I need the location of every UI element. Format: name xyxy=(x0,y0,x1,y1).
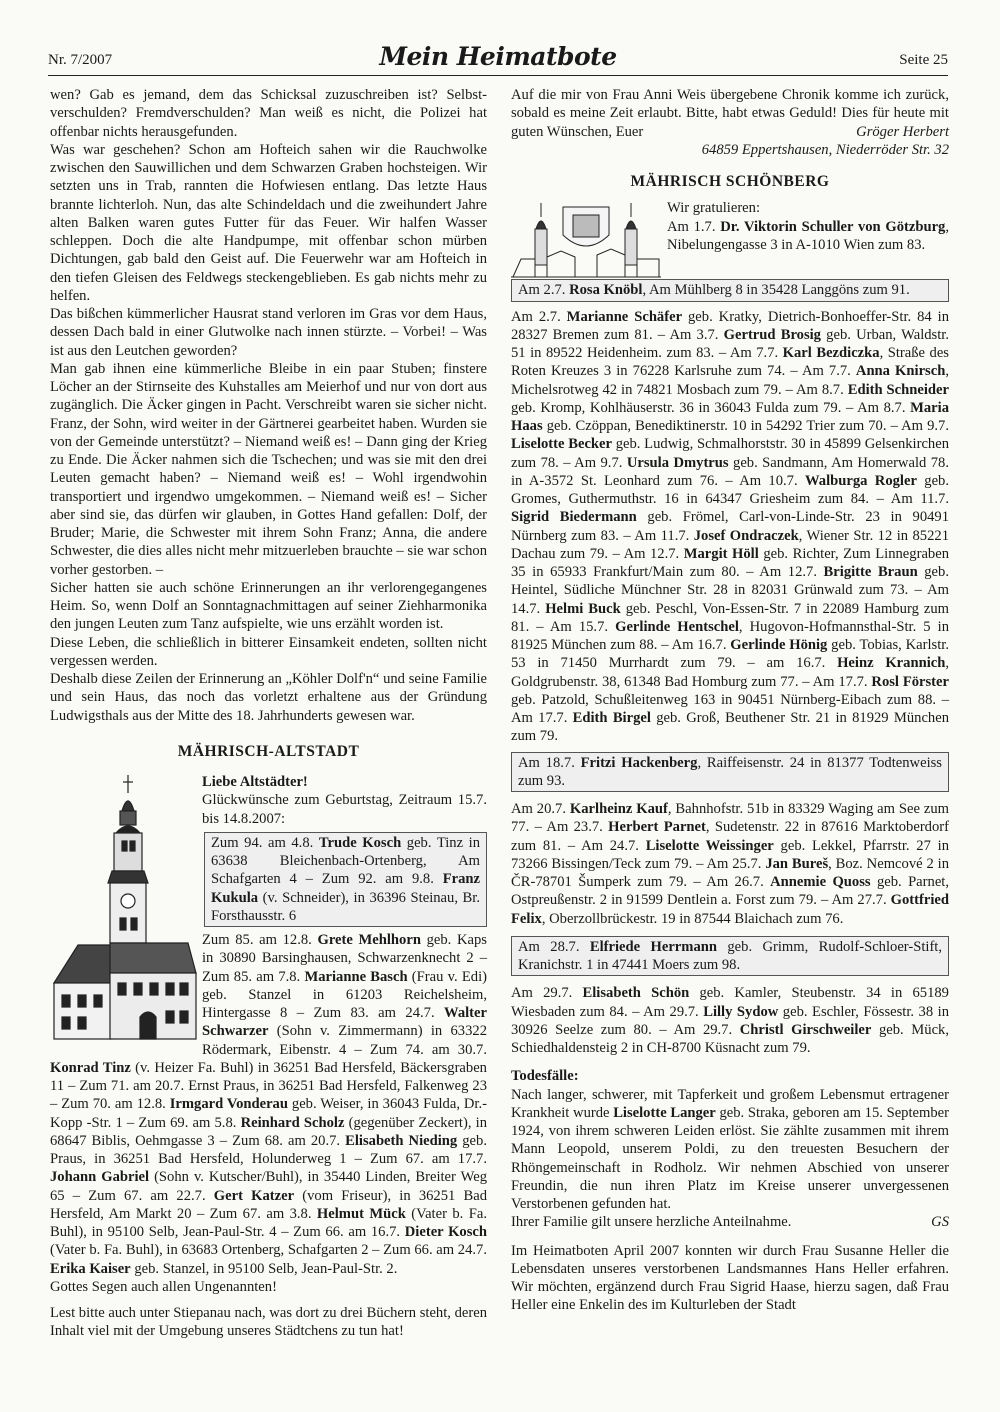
birthday-list-schoenberg-2: Am 20.7. Karlheinz Kauf, Bahnhofstr. 51b in 83329 Waging am See zum 77. – Am 23.7. Herbert Parnet, Sudetenstr. 22 in 87616 Marktoberdorf zum 81. – Am 24.7. Liselotte Weissinger geb. Lekkel, Pfarrstr. 27 in 73266 Bissingen/Teck zum 79. – Am 25.7. Jan Bureš, Boz. Nemcové 2 in ČR-78701 Šumperk zum 79. – Am 26.7. Annemie Quoss geb. Parnet, Ostpreußenstr. 2 in 91599 Dentlein a. Forst zum 79. – Am 27.7. Gottfried Felix, Oberzollbrückestr. 19 in 87544 Blaichach zum 76. xyxy=(511,801,950,927)
masthead-logo: Mein Heimatbote xyxy=(379,42,617,71)
highlight-box-altstadt: Zum 94. am 4.8. Trude Kosch geb. Tinz in 63638 Bleichenbach-Ortenberg, Am Schafgarten 4 – Zum 92. am 9.8. Franz Kukula (v. Schneider), in 36396 Steinau, Br. Forsthausstr. 6 xyxy=(204,832,487,927)
first-birthday: Am 1.7. Dr. Viktorin Schuller von Götzburg, Nibelungengasse 3 in A-1010 Wien zum 83. xyxy=(667,218,949,253)
paragraph: Deshalb diese Zeilen der Erinnerung an „Köhler Dolf'n“ und seine Familie und sein Haus, das noch das vorletzt erhaltene aus der Gründung Ludwigsthals aus der Mitte des 18. Jahrhunderts gewesen war. xyxy=(50,671,487,724)
birthday-list-schoenberg-3: Am 29.7. Elisabeth Schön geb. Kamler, Steubenstr. 34 in 65189 Wiesbaden zum 84. – Am 29.7. Lilly Sydow geb. Eschler, Fössestr. 38 in 30926 Seelze zum 80. – Am 29.7. Christl Girschweiler geb. Mück, Schiedhaldensteig 2 in CH-8700 Küsnacht zum 79. xyxy=(511,985,949,1056)
highlight-box-knoebl: Am 2.7. Rosa Knöbl, Am Mühlberg 8 in 35428 Langgöns zum 91. xyxy=(511,279,949,301)
closing-note: Lest bitte auch unter Stiepanau nach, was dort zu drei Büchern steht, deren Inhalt viel mit der Umgebung unseres Städtchens zu tun hat! xyxy=(50,1305,487,1340)
paragraph: Diese Leben, die schließlich in bitterer Einsamkeit endeten, sollten nicht vergessen werden. xyxy=(50,634,487,669)
death-notice: Nach langer, schwerer, mit Tapferkeit und großem Lebensmut ertragener Krankheit wurde Liselotte Langer geb. Straka, geboren am 15. September 1924, von ihrem schweren Leiden erlöst. Sie zählte zusammen mit ihrem Mann Leopold, unserem Poldi, zu den treuesten Besuchern der Rhöngemeinschaft in Rodholz. Wir nehmen Abschied von unserer Freundin, die nun ihren Platz im Kreise unserer unvergessenen Verstorbenen gefunden hat. xyxy=(511,1086,949,1212)
sympathy-line: Ihrer Familie gilt unsere herzliche Anteilnahme. GS xyxy=(511,1214,949,1231)
highlight-box-hackenberg: Am 18.7. Fritzi Hackenberg, Raiffeisenstr. 24 in 81377 Todtenweiss zum 93. xyxy=(511,752,949,793)
signature-name: Gröger Herbert xyxy=(856,123,949,140)
page-number: Seite 25 xyxy=(899,52,948,68)
birthday-list-altstadt: Zum 85. am 12.8. Grete Mehlhorn geb. Kaps in 30890 Barsinghausen, Schwarzenknecht 2 – Zum 85. am 7.8. Marianne Basch (Frau v. Edi) geb. Stanzel in 61203 Reichelsheim, Hintergasse 8 – Zum 83. am 24.7. Walter Schwarzer (Sohn v. Zimmermann) in 63322 Rödermark, Eibenstr. 4 – Zum 74. am 30.7. Konrad Tinz (v. Heizer Fa. Buhl) in 36251 Bad Hersfeld, Bäckersgraben 11 – Zum 71. am 20.7. Ernst Praus, in 36251 Bad Hersfeld, Falkenweg 23 – Zum 70. am 12.8. Irmgard Vonderau geb. Weiser, in 36043 Fulda, Dr.-Kopp -Str. 1 – Zum 69. am 5.8. Reinhard Scholz (gegenüber Zeckert), in 68647 Biblis, Oehmgasse 3 – Zum 68. am 20.7. Elisabeth Nieding geb. Praus, in 36251 Bad Hersfeld, Holunderweg 1 – Zum 67. am 17.7. Johann Gabriel (Sohn v. Kutscher/Buhl), in 35440 Linden, Breiter Weg 65 – Zum 67. am 22.7. Gert Katzer (vom Friseur), in 36251 Bad Hersfeld, Am Markt 20 – Zum 67. am 3.8. Helmut Mück (Vater b. Fa. Buhl), in 95100 Selb, Jean-Paul-Str. 4 – Zum 66. am 16.7. Dieter Kosch (Vater b. Fa. Buhl), in 63683 Ortenberg, Schafgarten 2 – Zum 66. am 24.7. Erika Kaiser geb. Stanzel, in 95100 Selb, Jean-Paul-Str. 2. xyxy=(50,932,488,1277)
right-column xyxy=(511,86,949,1315)
blessing: Gottes Segen auch allen Ungenannten! xyxy=(50,1278,277,1295)
paragraph: Sicher hatten sie auch schöne Erinnerungen an ihr verlorengegangenes Heim. So, wenn Dolf an Sonntagnachmittagen auf seiner Ziehharmonika den jungen Leuten zum Tanz aufspielte, wie uns erzählt worden ist. xyxy=(50,579,487,633)
paragraph: Was war geschehen? Schon am Hofteich sahen wir die Rauchwolke zwischen den Sauwillichen und dem Schwarzen Graben hochsteigen. Wir setzten uns in Trab, rannten die Hofwiesen entlang. Das letzte Haus brannte lichterloh. Nun, das alte Schindeldach und die zweihundert Jahre alten Balken waren gutes Futter für das Feuer. Wir halfen Wasser schleppen. Doch die alte Handpumpe, mit offenbar schon mürben Dichtungen, gab bald den Geist auf. Die Feuerwehr war am Hofteich in den tiefen Gleisen des Feldwegs steckengeblieben. Es gab nichts mehr zu helfen. xyxy=(50,141,487,304)
closing-paragraph: Im Heimatboten April 2007 konnten wir durch Frau Susanne Heller die Lebensdaten unseres verstorbenen Landsmannes Hans Heller erfahren. Wir möchten, ergänzend durch Frau Sigrid Haase, hierzu sagen, daß Frau Heller eine Enkelin des im Kulturleben der Stadt xyxy=(511,1242,949,1314)
greeting: Liebe Altstädter! xyxy=(202,774,308,790)
schoenberg-town-illustration xyxy=(511,199,661,279)
congrats-label: Wir gratulieren: xyxy=(667,200,761,217)
paragraph: Auf die mir von Frau Anni Weis übergebene Chronik komme ich zurück, sobald es meine Zeit erlaubt. Bitte, habt etwas Geduld! Dies für heute mit guten Wünschen, Euer xyxy=(511,87,949,140)
section-heading-schoenberg: MÄHRISCH SCHÖNBERG xyxy=(630,173,830,190)
deaths-heading: Todesfälle: xyxy=(511,1068,579,1085)
paragraph: Man gab ihnen eine kümmerliche Bleibe in ein paar Stuben; finstere Löcher an der Stirnseite des Kuhstalles am Meierhof und nur von dort aus zugänglich. Die Äcker gingen in Pacht. Verschreibt waren sie sicher nicht. Franz, der Sohn, wird weiter in der Gärtnerei gearbeitet haben. Wurden sie von der Gemeinde unterstützt? – Niemand weiß es! – Dann ging der Krieg zu Ende. Die Äcker nahmen sich die Tschechen; und was sie mit den drei Leuten gemacht haben? – Niemand weiß es! – Wohl irgendwohin transportiert und irgendwo umgekommen. – Niemand weiß es! – Sicher aber sind sie, das dürfen wir glauben, in Gottes Hand gefallen: Dolf, der Bruder; Marie, die Schwester mit ihrem Sohn Franz; Anna, die andere Schwester, die dies alles nicht mehr mitzuerleben brauchte – sie war schon vorher gestorben. – xyxy=(50,360,487,578)
paragraph: wen? Gab es jemand, dem das Schicksal zuzuschreiben ist? Selbstverschulden? Fremdverschulden? Man weiß es nicht, die Polizei hat offenbar nichts herausgefunden. xyxy=(50,87,487,140)
left-column xyxy=(50,86,487,1341)
issue-number: Nr. 7/2007 xyxy=(48,52,113,68)
header-rule xyxy=(48,75,948,76)
intro: Glückwünsche zum Geburtstag, Zeitraum 15.7. bis 14.8.2007: xyxy=(202,792,487,827)
section-heading-altstadt: MÄHRISCH-ALTSTADT xyxy=(177,742,360,760)
page-header xyxy=(48,42,948,74)
altstadt-church-illustration xyxy=(48,773,198,1043)
signature-address: 64859 Eppertshausen, Niederröder Str. 32 xyxy=(701,141,949,158)
birthday-list-schoenberg: Am 2.7. Marianne Schäfer geb. Kratky, Dietrich-Bonhoeffer-Str. 84 in 28327 Bremen zum 81. – Am 3.7. Gertrud Brosig geb. Urban, Waldstr. 51 in 89522 Heidenheim. zum 83. – Am 7.7. Karl Bezdiczka, Straße des Roten Kreuzes 3 in 76228 Karlsruhe zum 74. – Am 7.7. Anna Knirsch, Michelsrotweg 42 in 74821 Mosbach zum 79. – Am 8.7. Edith Schneider geb. Kromp, Kohlhäuserstr. 36 in 36043 Fulda zum 79. – Am 8.7. Maria Haas geb. Czöppan, Benediktinerstr. 10 in 54292 Trier zum 70. – Am 9.7. Liselotte Becker geb. Ludwig, Schmalhorststr. 30 in 45899 Gelsenkirchen zum 78. – Am 9.7. Ursula Dmytrus geb. Sandmann, Am Homerwald 78. in A-3572 St. Leonhard zum 76. – Am 10.7. Walburga Rogler geb. Gromes, Guthermuthstr. 16 in 64347 Griesheim zum 84. – Am 11.7. Sigrid Biedermann geb. Frömel, Carl-von-Linde-Str. 23 in 90491 Nürnberg zum 83. – Am 11.7. Josef Ondraczek, Wiener Str. 12 in 85221 Dachau zum 79. – Am 12.7. Margit Höll geb. Richter, Zum Linnegraben 35 in 65933 Frankfurt/Main zum 80. – Am 12.7. Brigitte Braun geb. Heintel, Südliche Münchner Str. 28 in 82031 Grünwald zum 73. – Am 14.7. Helmi Buck geb. Peschl, Von-Essen-Str. 7 in 22089 Hamburg zum 81. – Am 15.7. Gerlinde Hentschel, Hugovon-Hofmannsthal-Str. 5 in 81925 München zum 88. – Am 16.7. Gerlinde Hönig geb. Tobias, Karlstr. 53 in 71450 Murrhardt zum 79. – am 16.7. Heinz Krannich, Goldgrubenstr. 38, 61348 Bad Homburg zum 77. – Am 17.7. Rosl Förster geb. Patzold, Schußleitenweg 163 in 90451 Nürnberg-Eibach zum 88. – Am 17.7. Edith Birgel geb. Groß, Beuthener Str. 21 in 81929 München zum 79. xyxy=(511,308,950,745)
highlight-box-herrmann: Am 28.7. Elfriede Herrmann geb. Grimm, Rudolf-Schloer-Stift, Kranichstr. 1 in 47441 Moers zum 98. xyxy=(511,936,949,977)
paragraph: Das bißchen kümmerlicher Hausrat stand verloren im Gras vor dem Haus, dessen Dach bald in einer Glutwolke nach innen stürzte. – Vorbei! – Was ist aus den Leutchen geworden? xyxy=(50,306,487,359)
